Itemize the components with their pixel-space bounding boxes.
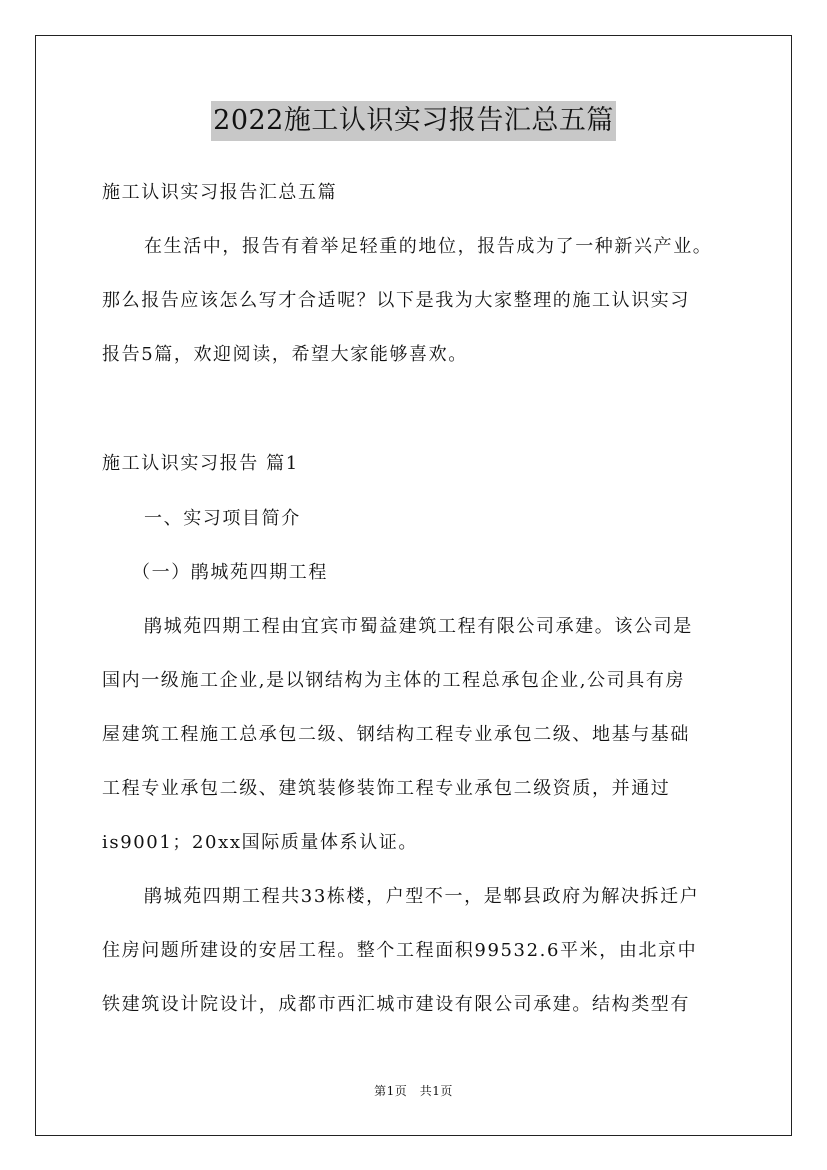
page-footer: 第1页 共1页	[374, 1084, 453, 1098]
paragraph-line: 住房问题所建设的安居工程。整个工程面积99532.6平米，由北京中	[102, 940, 698, 961]
subtitle-line: 施工认识实习报告汇总五篇	[102, 182, 338, 203]
paragraph-line: 鹃城苑四期工程由宜宾市蜀益建筑工程有限公司承建。该公司是	[144, 616, 693, 637]
subsection-heading: （一）鹃城苑四期工程	[132, 562, 328, 583]
paragraph-line: 屋建筑工程施工总承包二级、钢结构工程专业承包二级、地基与基础	[102, 724, 690, 745]
paragraph-line: 工程专业承包二级、建筑装修装饰工程专业承包二级资质，并通过	[102, 778, 671, 799]
title-container	[0, 101, 827, 141]
paragraph-line: 在生活中，报告有着举足轻重的地位，报告成为了一种新兴产业。	[144, 236, 713, 257]
document-title: 2022施工认识实习报告汇总五篇	[211, 101, 616, 141]
paragraph-line: is9001；20xx国际质量体系认证。	[102, 832, 419, 853]
paragraph-line: 国内一级施工企业,是以钢结构为主体的工程总承包企业,公司具有房	[102, 670, 686, 691]
paragraph-line: 鹃城苑四期工程共33栋楼，户型不一，是郫县政府为解决拆迁户	[144, 886, 700, 907]
section-heading: 施工认识实习报告 篇1	[102, 453, 299, 474]
paragraph-line: 那么报告应该怎么写才合适呢？以下是我为大家整理的施工认识实习	[102, 290, 690, 311]
subsection-heading: 一、实习项目简介	[144, 508, 301, 529]
paragraph-line: 报告5篇，欢迎阅读，希望大家能够喜欢。	[102, 344, 468, 365]
paragraph-line: 铁建筑设计院设计，成都市西汇城市建设有限公司承建。结构类型有	[102, 994, 690, 1015]
